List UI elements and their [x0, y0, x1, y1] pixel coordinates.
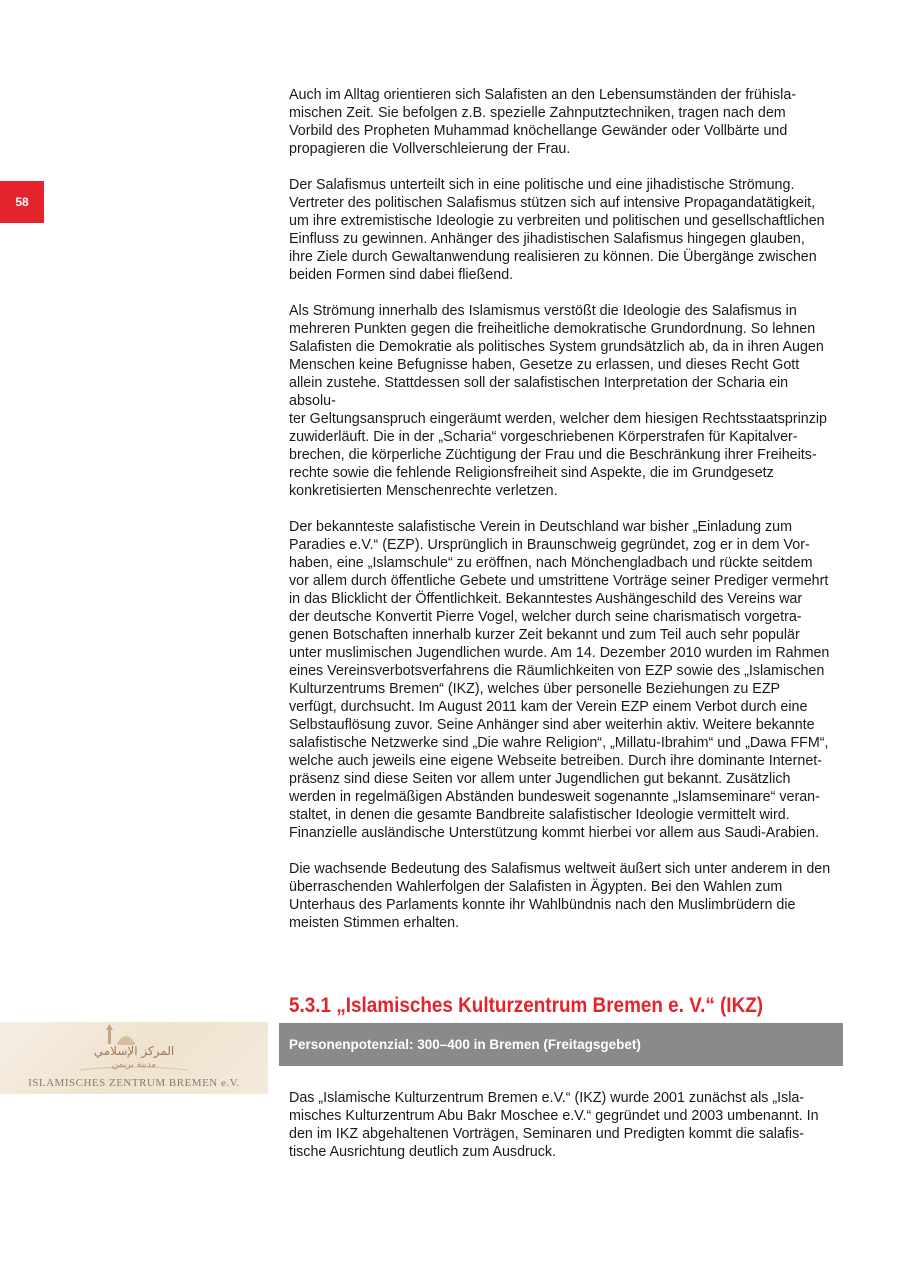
- paragraph-egypt: Die wachsende Bedeutung des Salafismus weltweit äußert sich unter anderem in den überraschenden Wahlerfolgen der Salafisten in Ägypten. Bei den Wahlen zum Unterhaus des Parlaments konnte ihr Wahlbündnis nach den Muslimbrüdern die meisten Stimmen erhalten.: [289, 861, 831, 931]
- logo-arabic-text: المركز الإسلامي: [93, 1044, 175, 1058]
- paragraph-currents: Der Salafismus unterteilt sich in eine politische und eine jihadistische Strömung. Vertreter des politischen Salafismus stützen sich auf intensive Propagandatätigkeit, um ihre extremistische Ideologie zu verbreiten und politischen und gesellschaftlichen Einfluss zu gewinnen. Anhänger des jihadistischen Salafismus hingegen glauben, ihre Ziele durch Gewaltanwendung realisieren zu können. Die Übergänge zwischen beiden Formen sind dabei fließend.: [289, 177, 825, 283]
- section-text: [289, 1089, 837, 1161]
- personenpotenzial-bar: [279, 1023, 843, 1066]
- ikz-logo: [0, 1022, 268, 1094]
- paragraph-everyday-life: Auch im Alltag orientieren sich Salafisten an den Lebensumständen der frühisla- mischen Zeit. Sie befolgen z.B. spezielle Zahnputztechniken, tragen nach dem Vorbild des Propheten Muhammad knöchellange Gewänder oder Vollbärte und propagieren die Vollverschleierung der Frau.: [289, 87, 797, 157]
- body-text: [289, 86, 837, 950]
- page-number-badge: 58: [0, 181, 44, 223]
- section-title: 5.3.1 „Islamisches Kulturzentrum Bremen e. V.“ (IKZ): [289, 994, 764, 1017]
- logo-name: ISLAMISCHES ZENTRUM BREMEN e.V.: [28, 1077, 240, 1089]
- paragraph-ezp: Der bekannteste salafistische Verein in Deutschland war bisher „Einladung zum Paradies e.V.“ (EZP). Ursprünglich in Braunschweig gegründet, zog er in dem Vor- haben, eine „Islamschule“ zu eröffnen, nach Mönchengladbach und rückte seitdem vor allem durch öffentliche Gebete und umstrittene Vorträge seiner Prediger vermehrt in das Blicklicht der Öffentlichkeit. Bekanntestes Aushängeschild des Vereins war der deutsche Konvertit Pierre Vogel, welcher durch seine charismatisch vorgetra- genen Botschaften innerhalb kurzer Zeit bekannt und zum Teil auch sehr populär unter muslimischen Jugendlichen wurde. Am 14. Dezember 2010 wurden im Rahmen eines Vereinsverbotsverfahrens die Räumlichkeiten von EZP sowie des „Islamischen Kulturzentrums Bremen“ (IKZ), welches über personelle Beziehungen zu EZP verfügt, durchsucht. Im August 2011 kam der Verein EZP einem Verbot durch eine Selbstauflösung zuvor. Seine Anhänger sind aber weiterhin aktiv. Weitere bekannte salafistische Netzwerke sind „Die wahre Religion“, „Millatu-Ibrahim“ und „Dawa FFM“, welche auch jeweils eine eigene Webseite betreiben. Durch ihre dominante Internet- präsenz sind diese Seiten vor allem unter Jugendlichen gut bekannt. Zusätzlich werden in regelmäßigen Abständen bundesweit sogenannte „Islamseminare“ veran- staltet, in denen die gesamte Bandbreite salafistischer Ideologie vermittelt wird. Finanzielle ausländische Unterstützung kommt hierbei vor allem aus Saudi-Arabien.: [289, 519, 830, 841]
- personenpotenzial-label: Personenpotenzial: 300–400 in Bremen (Freitagsgebet): [289, 1037, 641, 1052]
- paragraph-ikz: Das „Islamische Kulturzentrum Bremen e.V.“ (IKZ) wurde 2001 zunächst als „Isla- misches Kulturzentrum Abu Bakr Moschee e.V.“ gegründet und 2003 umbenannt. In den im IKZ abgehaltenen Vorträgen, Seminaren und Predigten kommt die salafis- tische Ausrichtung deutlich zum Ausdruck.: [289, 1090, 819, 1160]
- paragraph-constitution: Als Strömung innerhalb des Islamismus verstößt die Ideologie des Salafismus in mehreren Punkten gegen die freiheitliche demokratische Grundordnung. So lehnen Salafisten die Demokratie als politisches System grundsätzlich ab, da in ihren Augen Menschen keine Befugnisse haben, Gesetze zu erlassen, und dieses Recht Gott allein zustehe. Stattdessen soll der salafistischen Interpretation der Scharia ein absolu- ter Geltungsanspruch eingeräumt werden, welcher dem hiesigen Rechtsstaatsprinzip zuwiderläuft. Die in der „Scharia“ vorgeschriebenen Körperstrafen für Kapitalver- brechen, die körperliche Züchtigung der Frau und die Beschränkung ihrer Freiheits- rechte sowie die fehlende Religionsfreiheit sind Aspekte, die im Grundgesetz konkretisierten Menschenrechte verletzen.: [289, 303, 828, 499]
- logo-arabic-subtext: مدينة بريمن: [111, 1060, 157, 1070]
